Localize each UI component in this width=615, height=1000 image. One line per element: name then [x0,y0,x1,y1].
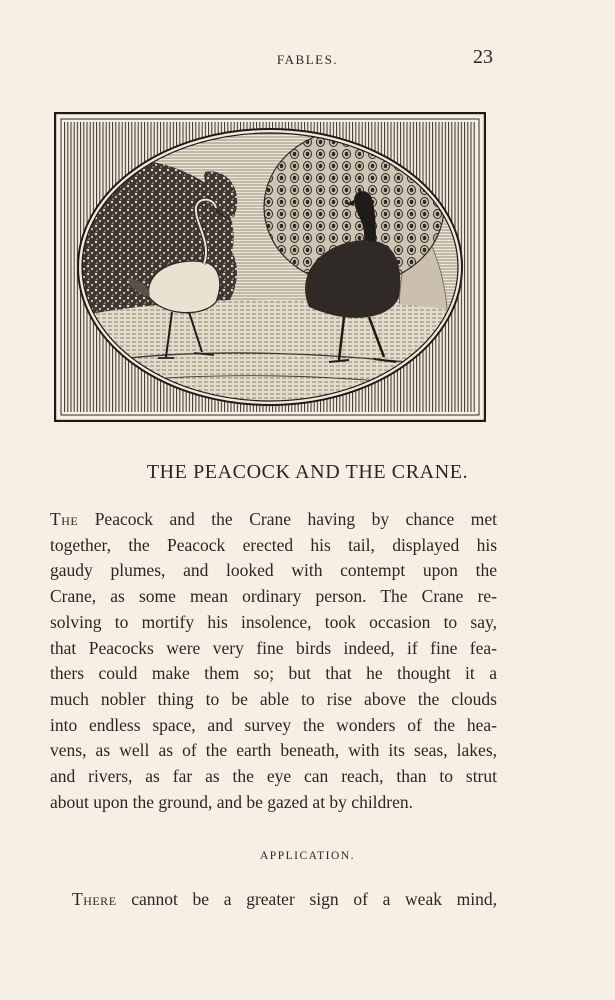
running-title: FABLES. [276,52,339,67]
running-head [0,46,615,72]
text-line: into endless space, and survey the wonders of the hea- [50,714,497,735]
text-line: vens, as well as of the earth beneath, with its seas, lakes, [50,740,497,761]
dropcap-word: There [72,889,117,909]
text-line: solving to mortify his insolence, took occasion to say, [50,611,497,632]
application-heading: APPLICATION. [260,850,355,862]
text-line [50,507,497,533]
engraving-illustration [54,112,486,422]
text-line: together, the Peacock erected his tail, displayed his [50,534,497,555]
text-line: Crane, as some mean ordinary person. The Crane re- [50,586,497,607]
text-line: that Peacocks were very fine birds indeed, if fine fea- [50,637,497,658]
text-line: about upon the ground, and be gazed at by children. [50,791,414,812]
text-line: much nobler thing to be able to rise above the clouds [50,688,497,709]
application-text [72,887,497,913]
text-line: gaudy plumes, and looked with contempt upon the [50,560,497,581]
first-line-rest: Peacock and the Crane having by chance met [78,509,497,529]
text-line: and rivers, as far as the eye can reach, than to strut [50,766,497,787]
first-line-rest: cannot be a greater sign of a weak mind, [116,889,497,909]
text-line: thers could make them so; but that he thought it a [50,663,497,684]
page-number: 23 [473,46,493,68]
dropcap-word: The [50,509,79,529]
fable-text [50,507,497,815]
fable-title: THE PEACOCK AND THE CRANE. [146,461,469,483]
text-line [72,887,497,913]
